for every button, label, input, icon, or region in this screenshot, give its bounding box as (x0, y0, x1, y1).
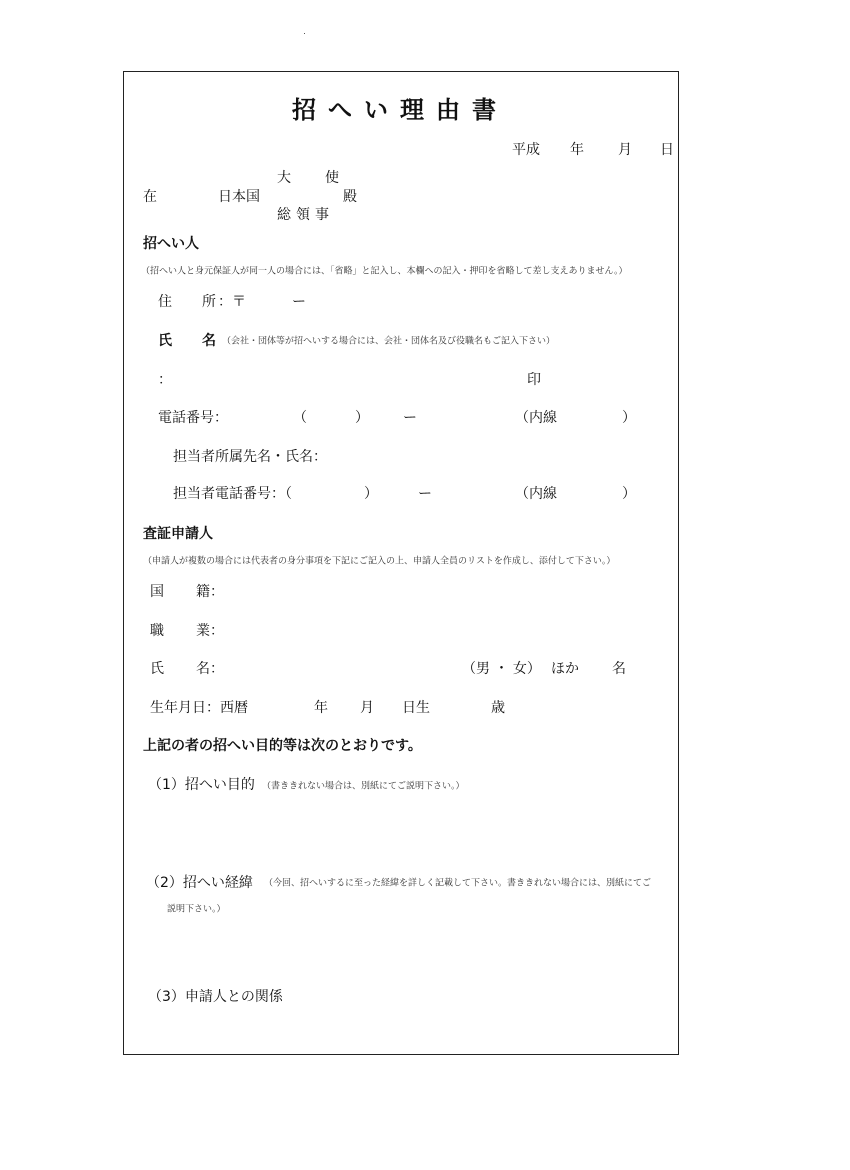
page-title: 招へい理由書 (292, 96, 508, 124)
postal-dash: ー (292, 294, 306, 310)
phone-paren-open: （ (293, 410, 307, 426)
addressee-honorific: 殿 (343, 189, 357, 205)
name-label-1: 氏 (158, 333, 172, 349)
others-label: ほか (551, 661, 579, 677)
item2-note: （今回、招へいするに至った経緯を詳しく記載して下さい。書ききれない場合には、別紙にてご (264, 878, 652, 889)
birth-day: 日生 (402, 700, 430, 716)
applicant-name-label-2: 名： (196, 661, 224, 677)
applicant-note: （申請人が複数の場合には代表者の身分事項を下記にご記入の上、申請人全員のリストを作成し、添付して下さい。） (143, 556, 616, 567)
date-day: 日 (660, 142, 674, 158)
address-label-2: 所 (202, 294, 216, 310)
date-year: 年 (570, 142, 584, 158)
applicant-heading: 査証申請人 (143, 526, 213, 542)
contact-phone-dash: ー (418, 486, 432, 502)
inviter-note: （招へい人と身元保証人が同一人の場合には、「省略」と記入し、本欄への記入・押印を省略して差し支えありません。） (141, 266, 628, 277)
nationality-label-1: 国 (150, 584, 164, 600)
phone-extension-close: ） (622, 410, 636, 426)
seal-mark: 印 (527, 372, 541, 388)
item3-label: （3）申請人との関係 (148, 989, 283, 1005)
occupation-label-1: 職 (150, 623, 164, 639)
birth-year: 年 (314, 700, 328, 716)
phone-label: 電話番号： (158, 410, 228, 426)
item1-label: （1）招へい目的 (148, 777, 255, 793)
name-colon: ： (158, 372, 172, 388)
postal-mark: ：〒 (218, 294, 246, 310)
phone-paren-close: ） (355, 410, 369, 426)
birth-label: 生年月日：西暦 (150, 700, 248, 716)
item2-note-cont: 説明下さい。） (167, 904, 226, 915)
contact-label: 担当者所属先名・氏名： (173, 449, 327, 465)
birth-month: 月 (360, 700, 374, 716)
contact-phone-extension-close: ） (622, 486, 636, 502)
addressee-prefix: 在 (143, 189, 157, 205)
addressee-consul: 総領事 (277, 207, 334, 223)
phone-dash: ー (403, 410, 417, 426)
occupation-label-2: 業： (196, 623, 224, 639)
contact-phone-label: 担当者電話番号：（ (173, 486, 292, 502)
name-note: （会社・団体等が招へいする場合には、会社・団体名及び役職名もご記入下さい） (222, 336, 556, 347)
address-label-1: 住 (158, 294, 172, 310)
purpose-intro: 上記の者の招へい目的等は次のとおりです。 (143, 738, 422, 754)
inviter-heading: 招へい人 (143, 236, 199, 252)
item2-label: （2）招へい経緯 (146, 875, 253, 891)
scan-speck (304, 33, 305, 34)
addressee-ambassador: 大 使 (277, 170, 349, 186)
date-month: 月 (618, 142, 632, 158)
item1-note: （書ききれない場合は、別紙にてご説明下さい。） (262, 781, 465, 792)
phone-extension: （内線 (515, 410, 557, 426)
contact-phone-extension: （内線 (515, 486, 557, 502)
nationality-label-2: 籍： (196, 584, 224, 600)
count-unit: 名 (612, 661, 626, 677)
contact-phone-paren-close: ） (364, 486, 378, 502)
applicant-name-label-1: 氏 (150, 661, 164, 677)
date-era: 平成 (512, 142, 540, 158)
age-label: 歳 (491, 700, 505, 716)
addressee-country: 日本国 (218, 189, 260, 205)
sex-choice: （男 ・ 女） (462, 661, 541, 677)
name-label-2: 名 (202, 333, 216, 349)
